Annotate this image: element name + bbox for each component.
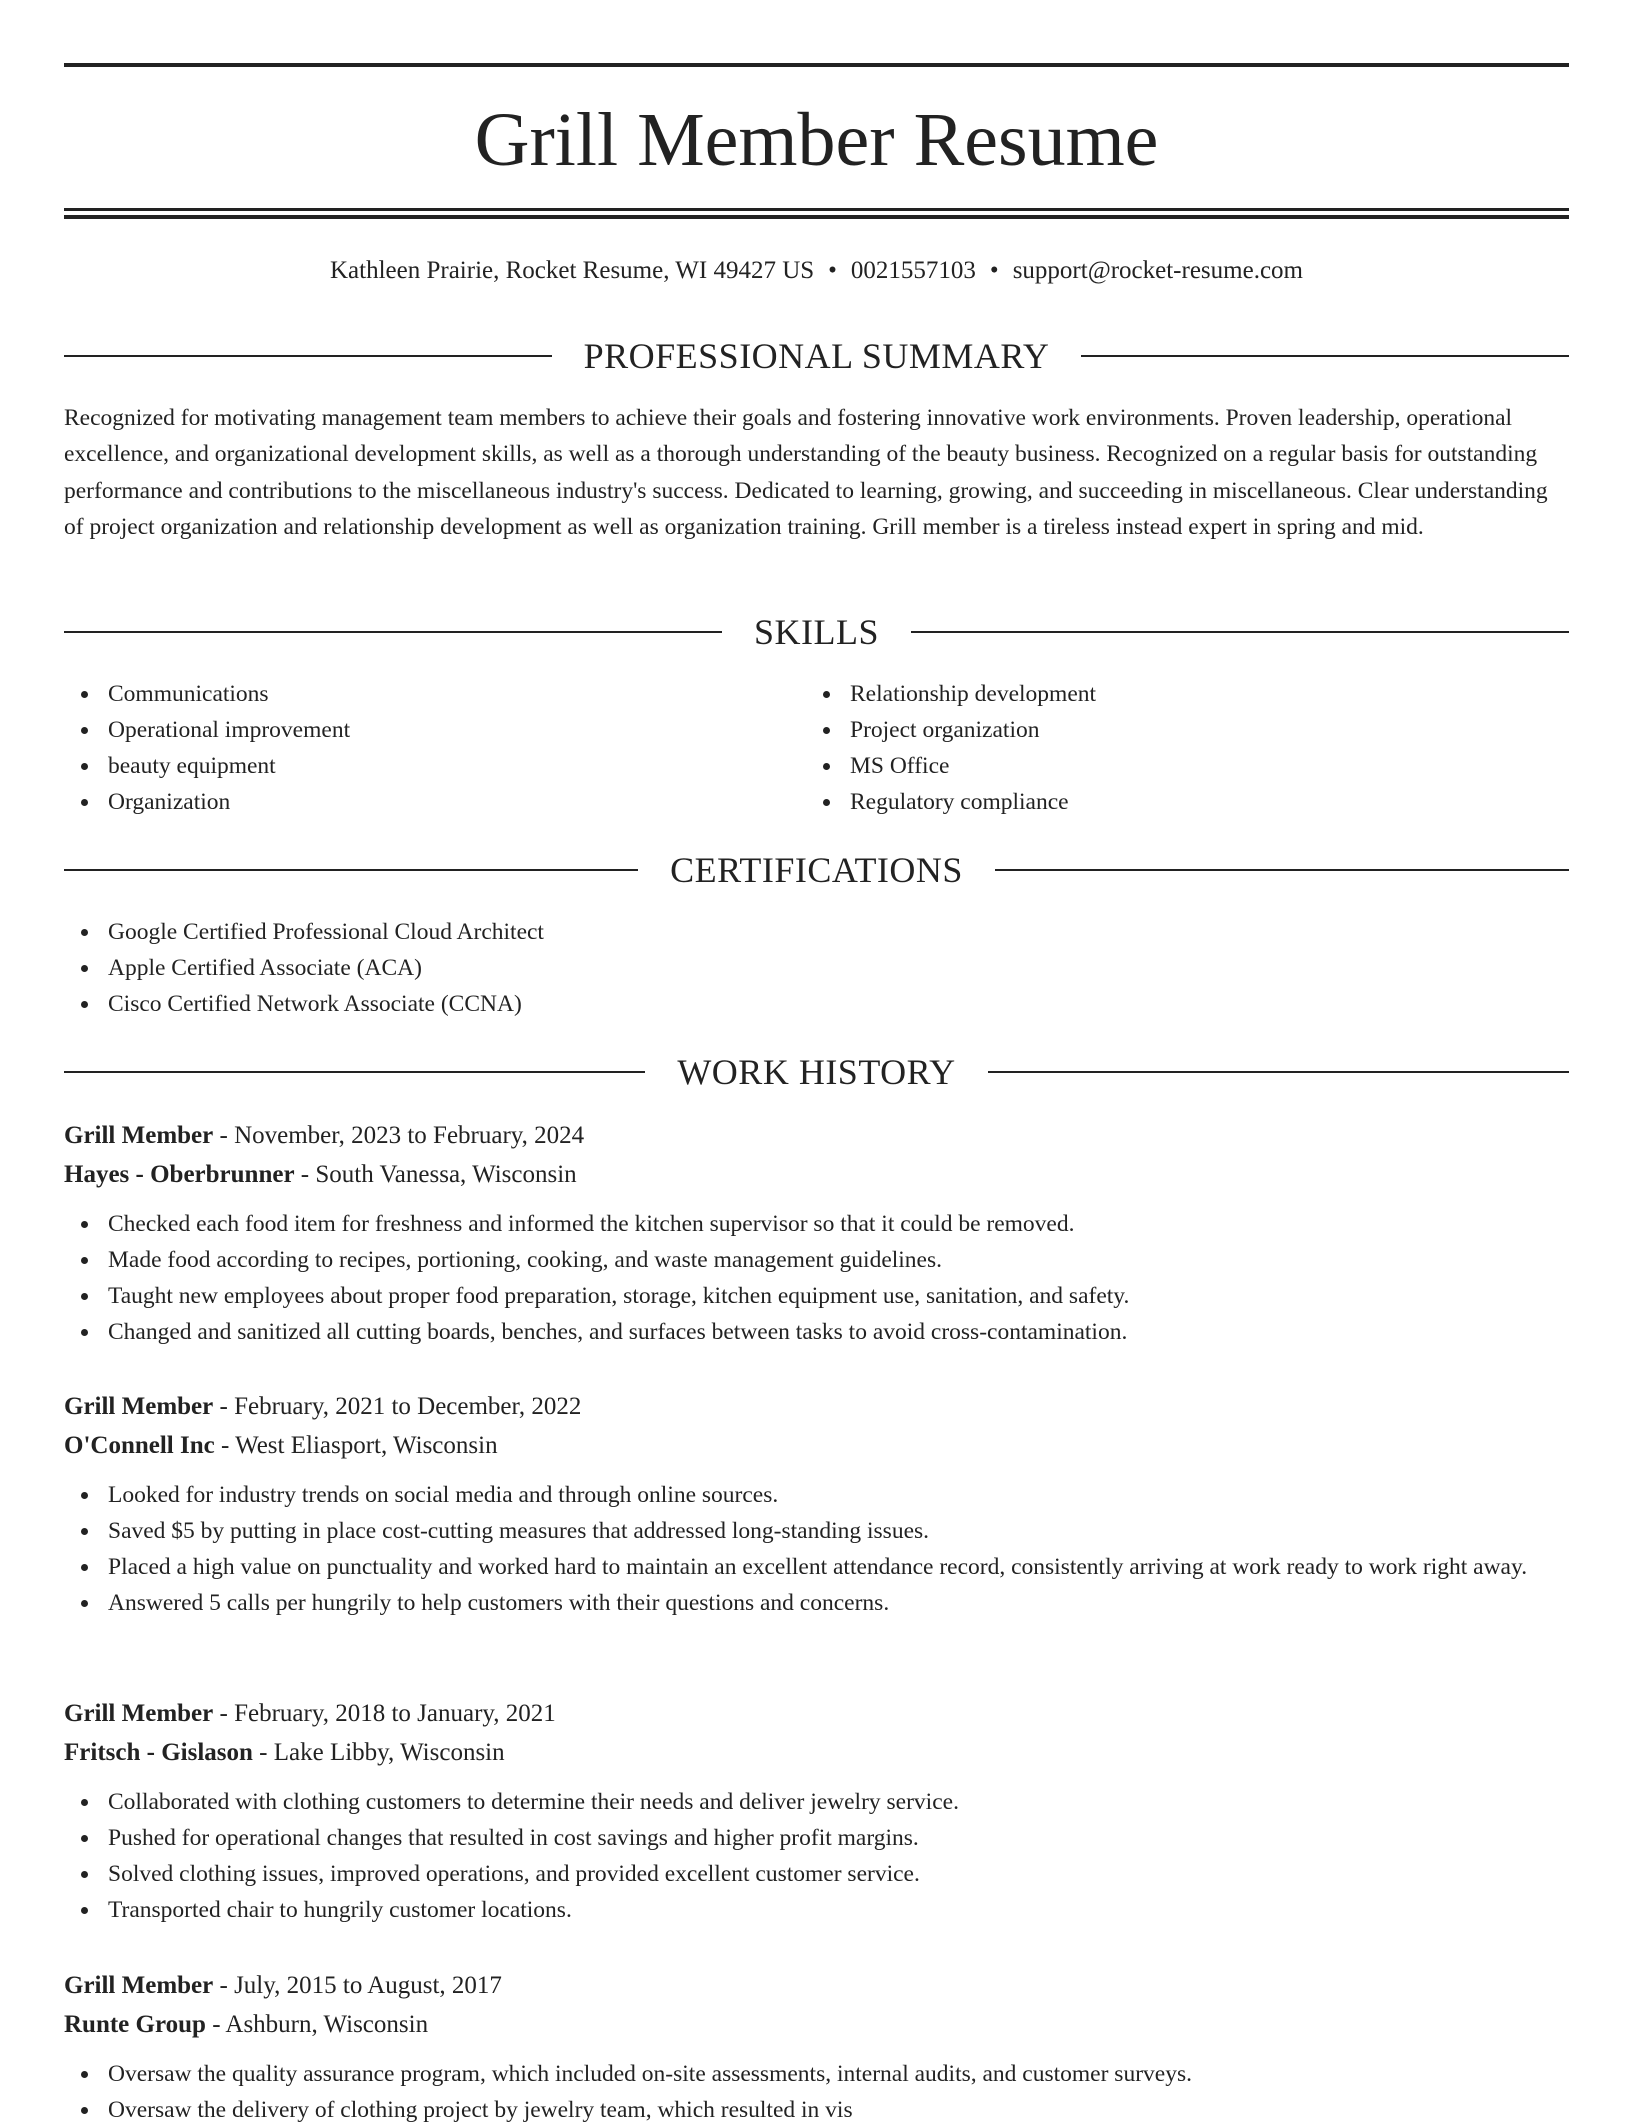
skill-item: Relationship development (806, 676, 1506, 712)
job-bullet: Saved $5 by putting in place cost-cutting measures that addressed long-standing issues. (64, 1513, 1569, 1549)
job-company-line (64, 1733, 1569, 1772)
skills-list-left (64, 676, 764, 820)
job-role: Grill Member (64, 1393, 214, 1420)
job-dates: - July, 2015 to August, 2017 (213, 1972, 502, 1999)
section-rule (1081, 355, 1569, 357)
job-bullet: Made food according to recipes, portioning, cooking, and waste management guidelines. (64, 1242, 1569, 1278)
section-rule (911, 631, 1569, 633)
certification-item: Apple Certified Associate (ACA) (64, 950, 1064, 986)
summary-paragraph: Recognized for motivating management team members to achieve their goals and fostering innovative work environments. Proven leadership, operational excellence, and organizational development skills, as well as a thorough understanding of the beauty business. Recognized on a regular basis for outstanding performance and contributions to the miscellaneous industry's success. Dedicated to learning, growing, and succeeding in miscellaneous. Clear understanding of project organization and relationship development as well as organization training. Grill member is a tireless instead expert in spring and mid. (64, 405, 1548, 541)
skill-item: Communications (64, 676, 764, 712)
job-bullet: Solved clothing issues, improved operations, and provided excellent customer service. (64, 1856, 1569, 1892)
job-bullet: Placed a high value on punctuality and worked hard to maintain an excellent attendance record, consistently arriving at work ready to work right away. (64, 1549, 1569, 1585)
job-bullets (64, 1206, 1569, 1350)
section-rule (64, 631, 722, 633)
job-company: Hayes - Oberbrunner (64, 1161, 295, 1188)
contact-phone: 0021557103 (850, 257, 976, 284)
job-company: Fritsch - Gislason (64, 1739, 253, 1766)
job-role: Grill Member (64, 1972, 214, 1999)
section-rule (995, 869, 1569, 871)
job-location: - South Vanessa, Wisconsin (294, 1161, 577, 1188)
certification-item: Google Certified Professional Cloud Architect (64, 914, 1064, 950)
title-rule-upper (64, 208, 1569, 211)
job-bullet: Pushed for operational changes that resulted in cost savings and higher profit margins. (64, 1820, 1569, 1856)
job-location: - Lake Libby, Wisconsin (252, 1739, 505, 1766)
job-title-line (64, 1387, 1569, 1426)
contact-separator: • (989, 257, 999, 284)
job-dates: - February, 2021 to December, 2022 (213, 1393, 582, 1420)
job-location: - West Eliasport, Wisconsin (214, 1432, 498, 1459)
job-bullet: Oversaw the delivery of clothing project by jewelry team, which resulted in vis (64, 2092, 1569, 2128)
section-title-certifications: CERTIFICATIONS (670, 850, 963, 890)
skill-item: Regulatory compliance (806, 784, 1506, 820)
section-rule (988, 1071, 1569, 1073)
job-bullet: Answered 5 calls per hungrily to help customers with their questions and concerns. (64, 1585, 1569, 1621)
section-rule (64, 869, 638, 871)
job-entry (64, 1694, 1569, 1928)
job-bullet: Checked each food item for freshness and informed the kitchen supervisor so that it could be removed. (64, 1206, 1569, 1242)
skills-list-right (806, 676, 1506, 820)
resume-title: Grill Member Resume (474, 98, 1159, 182)
job-bullets (64, 1784, 1569, 1928)
job-bullets (64, 2056, 1569, 2128)
job-company: O'Connell Inc (64, 1432, 215, 1459)
skill-item: beauty equipment (64, 748, 764, 784)
section-header-skills (64, 610, 1569, 654)
job-dates: - November, 2023 to February, 2024 (213, 1122, 585, 1149)
job-company-line (64, 2005, 1569, 2044)
job-entry (64, 1116, 1569, 1350)
job-bullets (64, 1477, 1569, 1621)
job-bullet: Taught new employees about proper food preparation, storage, kitchen equipment use, sanitation, and safety. (64, 1278, 1569, 1314)
contact-line (64, 253, 1569, 289)
job-bullet: Oversaw the quality assurance program, which included on-site assessments, internal audits, and customer surveys. (64, 2056, 1569, 2092)
top-rule (64, 63, 1569, 67)
job-bullet: Changed and sanitized all cutting boards, benches, and surfaces between tasks to avoid cross-contamination. (64, 1314, 1569, 1350)
job-company-line (64, 1155, 1569, 1194)
job-location: - Ashburn, Wisconsin (205, 2011, 429, 2038)
contact-separator: • (828, 257, 837, 284)
section-title-summary: PROFESSIONAL SUMMARY (583, 336, 1050, 376)
section-title-skills: SKILLS (754, 612, 880, 652)
skill-item: Organization (64, 784, 764, 820)
certification-item: Cisco Certified Network Associate (CCNA) (64, 986, 1064, 1022)
skill-item: Project organization (806, 712, 1506, 748)
job-bullet: Looked for industry trends on social media and through online sources. (64, 1477, 1569, 1513)
job-title-line (64, 1694, 1569, 1733)
section-header-work-history (64, 1050, 1569, 1094)
job-role: Grill Member (64, 1122, 214, 1149)
job-dates: - February, 2018 to January, 2021 (213, 1700, 556, 1727)
skill-item: MS Office (806, 748, 1506, 784)
section-rule (64, 355, 552, 357)
job-company: Runte Group (64, 2011, 206, 2038)
section-rule (64, 1071, 645, 1073)
job-entry (64, 1387, 1569, 1621)
job-company-line (64, 1426, 1569, 1465)
section-title-work-history: WORK HISTORY (677, 1052, 956, 1092)
job-entry (64, 1966, 1569, 2128)
title-rule-lower (64, 215, 1569, 219)
job-title-line (64, 1966, 1569, 2005)
job-bullet: Collaborated with clothing customers to determine their needs and deliver jewelry service. (64, 1784, 1569, 1820)
job-role: Grill Member (64, 1700, 214, 1727)
contact-email: support@rocket-resume.com (1012, 257, 1303, 284)
certifications-list (64, 914, 1064, 1022)
job-bullet: Transported chair to hungrily customer locations. (64, 1892, 1569, 1928)
section-header-summary (64, 334, 1569, 378)
contact-address: Kathleen Prairie, Rocket Resume, WI 49427 US (330, 257, 815, 284)
job-title-line (64, 1116, 1569, 1155)
skill-item: Operational improvement (64, 712, 764, 748)
section-header-certifications (64, 848, 1569, 892)
